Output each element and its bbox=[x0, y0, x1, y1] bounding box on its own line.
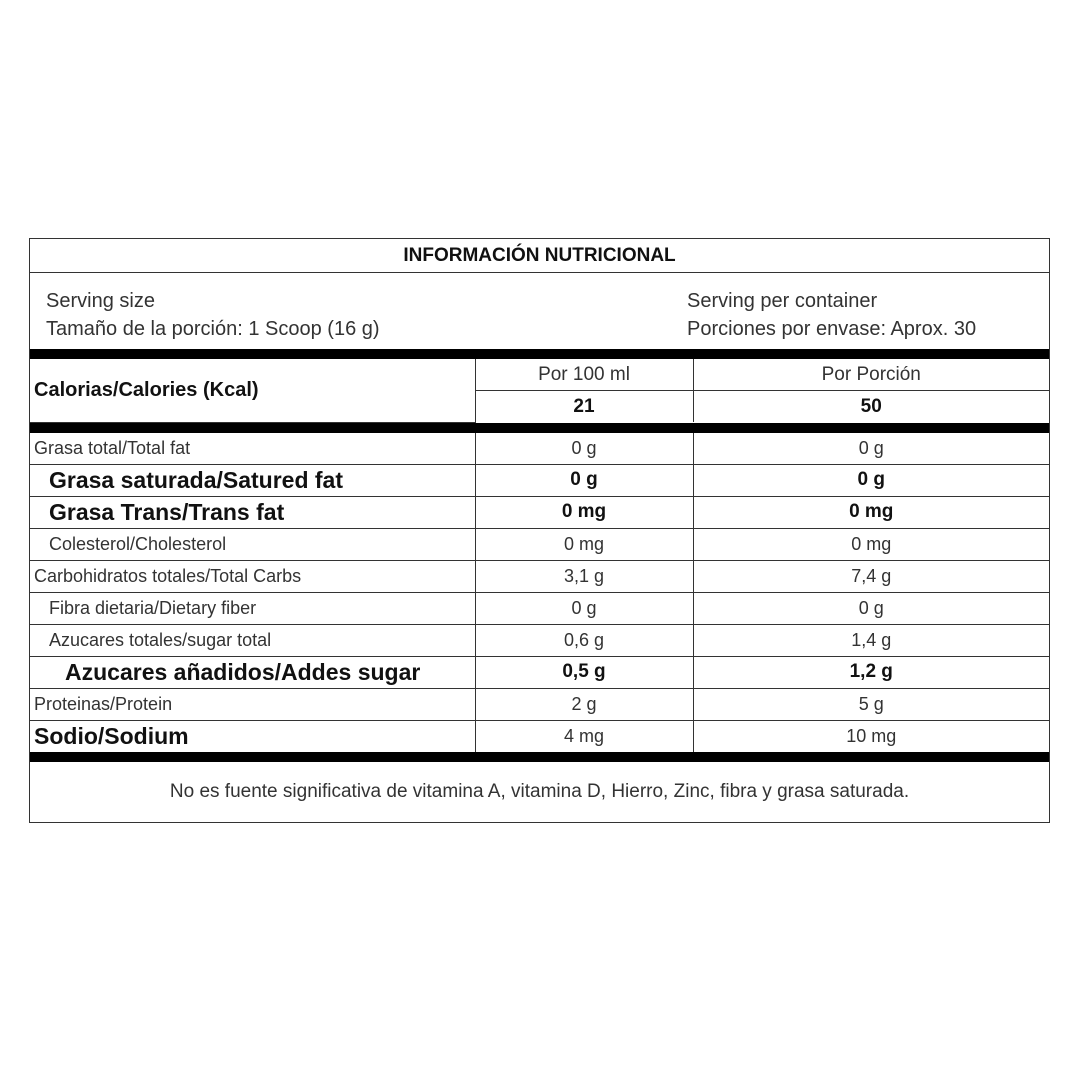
nutrient-per-100ml: 0 g bbox=[475, 464, 693, 496]
nutrient-row bbox=[30, 592, 1049, 624]
col-header-per-portion: Por Porción bbox=[693, 359, 1049, 391]
nutrient-row bbox=[30, 528, 1049, 560]
nutrient-name: Grasa total/Total fat bbox=[30, 433, 475, 465]
nutrient-row bbox=[30, 720, 1049, 752]
col-header-per-100ml: Por 100 ml bbox=[475, 359, 693, 391]
footer-note: No es fuente significativa de vitamina A, vitamina D, Hierro, Zinc, fibra y grasa saturada. bbox=[169, 780, 910, 802]
nutrient-per-portion: 0 mg bbox=[693, 528, 1049, 560]
nutrient-per-100ml: 2 g bbox=[475, 688, 693, 720]
thick-divider bbox=[30, 349, 1049, 359]
serving-size-value: Tamaño de la porción: 1 Scoop (16 g) bbox=[46, 318, 380, 340]
nutrient-per-100ml: 3,1 g bbox=[475, 560, 693, 592]
nutrient-name: Grasa Trans/Trans fat bbox=[30, 496, 475, 528]
serving-size-label: Serving size bbox=[46, 290, 155, 312]
nutrient-name: Grasa saturada/Satured fat bbox=[30, 464, 475, 496]
nutrient-per-portion: 0 g bbox=[693, 433, 1049, 465]
servings-per-container-label: Serving per container bbox=[687, 290, 878, 312]
nutrient-per-100ml: 0 g bbox=[475, 592, 693, 624]
servings-per-container-value: Porciones por envase: Aprox. 30 bbox=[687, 318, 977, 340]
calories-table bbox=[30, 359, 1049, 423]
nutrient-per-portion: 0 mg bbox=[693, 496, 1049, 528]
nutrient-per-portion: 0 g bbox=[693, 464, 1049, 496]
nutrient-per-portion: 0 g bbox=[693, 592, 1049, 624]
nutrient-per-portion: 5 g bbox=[693, 688, 1049, 720]
nutrient-per-100ml: 0 g bbox=[475, 433, 693, 465]
nutrient-row bbox=[30, 433, 1049, 465]
nutrient-name: Azucares totales/sugar total bbox=[30, 624, 475, 656]
nutrient-per-portion: 1,4 g bbox=[693, 624, 1049, 656]
nutrient-row bbox=[30, 688, 1049, 720]
label-title: INFORMACIÓN NUTRICIONAL bbox=[30, 239, 1049, 273]
nutrient-row bbox=[30, 464, 1049, 496]
nutrients-table bbox=[30, 433, 1049, 752]
nutrient-per-100ml: 0 mg bbox=[475, 528, 693, 560]
nutrient-name: Proteinas/Protein bbox=[30, 688, 475, 720]
nutrient-per-100ml: 4 mg bbox=[475, 720, 693, 752]
nutrient-per-100ml: 0,5 g bbox=[475, 656, 693, 688]
nutrient-name: Colesterol/Cholesterol bbox=[30, 528, 475, 560]
nutrient-name: Carbohidratos totales/Total Carbs bbox=[30, 560, 475, 592]
calories-per-portion: 50 bbox=[693, 391, 1049, 423]
calories-per-100ml: 21 bbox=[475, 391, 693, 423]
serving-size bbox=[46, 287, 380, 343]
nutrient-name: Azucares añadidos/Addes sugar bbox=[30, 656, 475, 688]
nutrient-per-portion: 7,4 g bbox=[693, 560, 1049, 592]
nutrient-per-100ml: 0 mg bbox=[475, 496, 693, 528]
nutrient-name: Fibra dietaria/Dietary fiber bbox=[30, 592, 475, 624]
thick-divider bbox=[30, 423, 1049, 433]
calories-label: Calorias/Calories (Kcal) bbox=[30, 359, 475, 422]
nutrient-per-100ml: 0,6 g bbox=[475, 624, 693, 656]
nutrient-per-portion: 10 mg bbox=[693, 720, 1049, 752]
nutrient-per-portion: 1,2 g bbox=[693, 656, 1049, 688]
nutrient-name: Sodio/Sodium bbox=[30, 720, 475, 752]
nutrient-row bbox=[30, 560, 1049, 592]
thick-divider bbox=[30, 752, 1049, 762]
servings-per-container bbox=[687, 287, 976, 343]
nutrition-facts-label bbox=[29, 238, 1050, 823]
serving-info bbox=[30, 273, 1049, 349]
nutrient-row bbox=[30, 496, 1049, 528]
nutrient-row bbox=[30, 624, 1049, 656]
nutrient-row bbox=[30, 656, 1049, 688]
